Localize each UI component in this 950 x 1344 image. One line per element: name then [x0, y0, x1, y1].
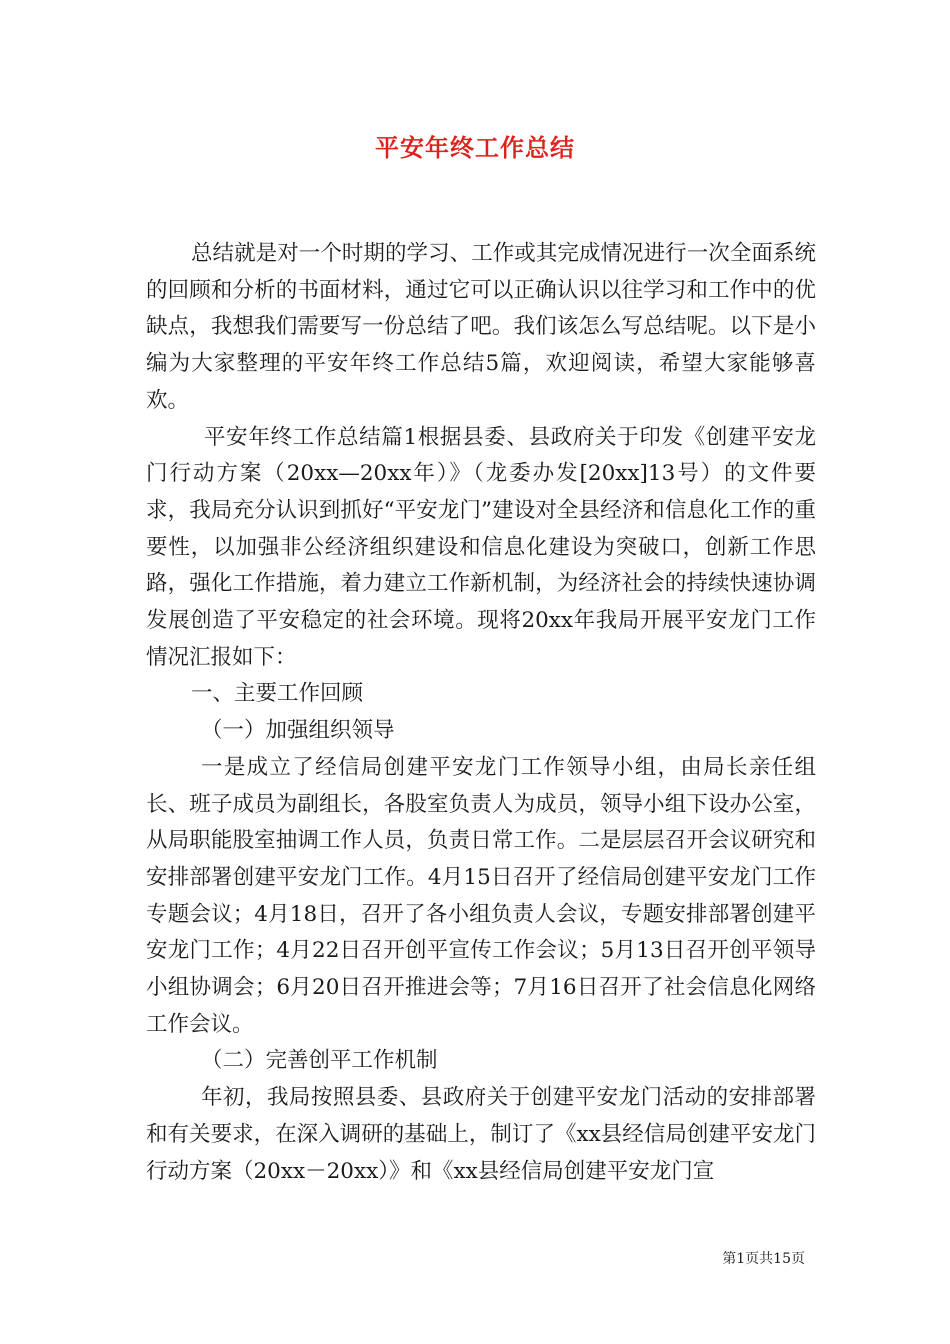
- organization-paragraph: 一是成立了经信局创建平安龙门工作领导小组，由局长亲任组长、班子成员为副组长，各股室负责人为成员，领导小组下设办公室，从局职能股室抽调工作人员，负责日常工作。二是层层召开会议研究和安排部署创建平安龙门工作。4月15日召开了经信局创建平安龙门工作专题会议；4月18日，召开了各小组负责人会议，专题安排部署创建平安龙门工作；4月22日召开创平宣传工作会议；5月13日召开创平领导小组协调会；6月20日召开推进会等；7月16日召开了社会信息化网络工作会议。: [146, 754, 816, 1037]
- document-title: 平安年终工作总结: [375, 133, 575, 162]
- heading-organization: （一）加强组织领导: [201, 718, 395, 744]
- heading-mechanism: （二）完善创平工作机制: [201, 1048, 438, 1074]
- mechanism-paragraph: 年初，我局按照县委、县政府关于创建平安龙门活动的安排部署和有关要求，在深入调研的基础上，制订了《xx县经信局创建平安龙门行动方案（20xx－20xx）》和《xx县经信局创建平安龙门宣: [146, 1085, 816, 1184]
- intro-paragraph: 总结就是对一个时期的学习、工作或其完成情况进行一次全面系统的回顾和分析的书面材料，通过它可以正确认识以往学习和工作中的优缺点，我想我们需要写一份总结了吧。我们该怎么写总结呢。以下是小编为大家整理的平安年终工作总结5篇，欢迎阅读，希望大家能够喜欢。: [146, 241, 816, 413]
- heading-main-review: 一、主要工作回顾: [191, 681, 364, 707]
- document-body: [146, 236, 816, 1190]
- page-number: 第1页共15页: [722, 1251, 805, 1267]
- section-paragraph-1: 平安年终工作总结篇1根据县委、县政府关于印发《创建平安龙门行动方案（20xx—20xx年）》（龙委办发[20xx]13号）的文件要求，我局充分认识到抓好“平安龙门”建设对全县经济和信息化工作的重要性，以加强非公经济组织建设和信息化建设为突破口，创新工作思路，强化工作措施，着力建立工作新机制，为经济社会的持续快速协调发展创造了平安稳定的社会环境。现将20xx年我局开展平安龙门工作情况汇报如下：: [146, 424, 816, 670]
